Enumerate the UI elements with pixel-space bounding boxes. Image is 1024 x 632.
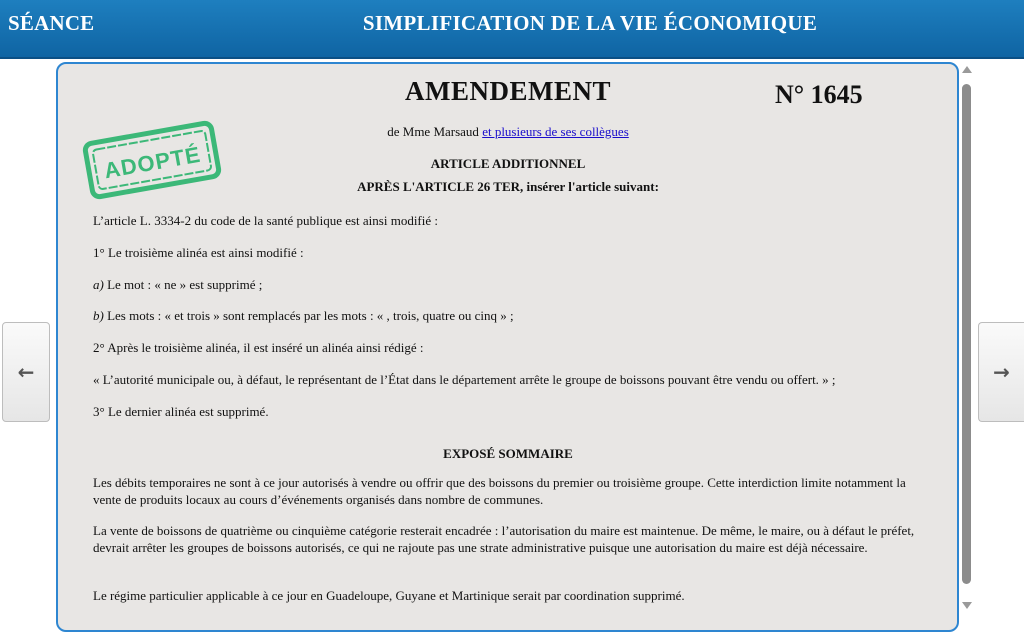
paragraph-1: 1° Le troisième alinéa est ainsi modifié : [93, 245, 304, 260]
scroll-down-arrow-icon[interactable] [962, 602, 972, 609]
vertical-scrollbar[interactable] [960, 62, 974, 622]
expose-paragraph-2: Le régime particulier applicable à ce jour en Guadeloupe, Guyane et Martinique serait par coordination supprimé. [93, 588, 685, 603]
arrow-left-icon: ← [17, 360, 35, 384]
page-title [0, 11, 1024, 36]
expose-paragraph-0: Les débits temporaires ne sont à ce jour autorisés à vendre ou offrir que des boissons du premier ou troisième groupe. Cette interdiction limite notamment la vente de produits locaux au cours d’événements organisés dans nombre de communes. [93, 475, 906, 507]
seance-label[interactable]: SÉANCE [8, 11, 95, 35]
paragraph-2-text: Le mot : « ne » est supprimé ; [103, 277, 263, 292]
scrollbar-thumb[interactable] [962, 84, 971, 584]
next-amendment-button[interactable] [978, 322, 1024, 422]
paragraph-3-label: b) [93, 308, 104, 323]
paragraph-2 [93, 276, 923, 293]
co-authors-link[interactable]: et plusieurs de ses collègues [482, 124, 629, 139]
paragraph-5: « L’autorité municipale ou, à défaut, le représentant de l’État dans le département arrête le groupe de boissons pouvant être vendu ou offert. » ; [93, 372, 836, 387]
arrow-right-icon: → [993, 360, 1010, 384]
amendment-title: AMENDEMENT [405, 76, 611, 106]
expose-paragraph-1: La vente de boissons de quatrième ou cinquième catégorie resterait encadrée : l’autorisation du maire est maintenue. De même, le maire, ou à défaut le préfet, devrait arrêter les groupes de boissons autorisés, ce qui ne rajoute pas une strate administrative puisque une autorisation du maire est déjà nécessaire. [93, 523, 915, 555]
amendment-card [56, 62, 959, 632]
page-title-text: SIMPLIFICATION DE LA VIE ÉCONOMIQUE [362, 11, 818, 35]
expose-heading: EXPOSÉ SOMMAIRE [443, 446, 573, 461]
top-bar [0, 0, 1024, 59]
paragraph-0: L’article L. 3334-2 du code de la santé publique est ainsi modifié : [93, 213, 439, 228]
previous-amendment-button[interactable] [2, 322, 50, 422]
author-name: de Mme Marsaud [387, 124, 483, 139]
paragraph-2-label: a) [93, 277, 104, 292]
paragraph-6: 3° Le dernier alinéa est supprimé. [93, 404, 269, 419]
scroll-up-arrow-icon[interactable] [962, 66, 972, 73]
paragraph-4: 2° Après le troisième alinéa, il est inséré un alinéa ainsi rédigé : [93, 340, 424, 355]
article-subheading: APRÈS L'ARTICLE 26 TER, insérer l'article suivant: [357, 179, 659, 194]
amendment-number: N° 1645 [775, 80, 863, 109]
stamp-text: ADOPTÉ [102, 141, 203, 184]
paragraph-3-text: Les mots : « et trois » sont remplacés par les mots : « , trois, quatre ou cinq » ; [103, 308, 514, 323]
paragraph-3 [93, 307, 923, 324]
article-heading: ARTICLE ADDITIONNEL [430, 156, 586, 171]
